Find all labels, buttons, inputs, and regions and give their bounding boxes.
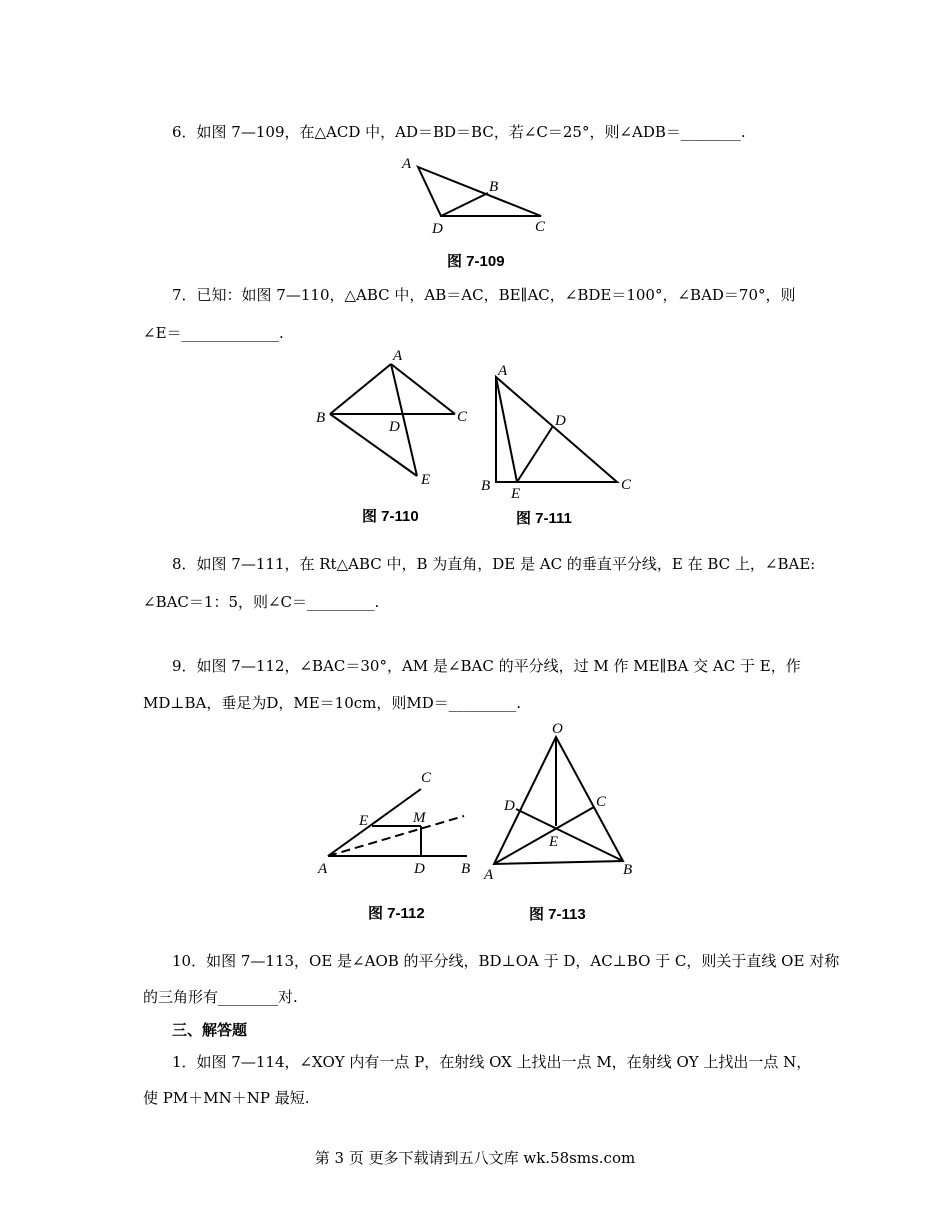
fig111-label-d: D: [555, 413, 566, 429]
fig109-label-c: C: [535, 219, 546, 235]
fig112-label-e: E: [359, 813, 369, 829]
page-footer: 第 3 页 更多下载请到五八文库 wk.58sms.com: [314, 1149, 636, 1167]
question-10-line2: 的三角形有________对.: [143, 988, 298, 1006]
fig112-caption: 图 7-112: [368, 905, 425, 922]
fig109-label-d: D: [432, 221, 443, 237]
fig112-label-m: M: [413, 810, 426, 826]
solve-question-1-line1: 1．如图 7—114，∠XOY 内有一点 P，在射线 OX 上找出一点 M，在射线 OY 上找出一点 N，: [172, 1053, 812, 1071]
question-9-line2: MD⊥BA，垂足为D，ME＝10cm，则MD＝_________.: [143, 694, 522, 712]
fig109-caption: 图 7-109: [447, 253, 505, 270]
fig113-label-b: B: [623, 862, 633, 878]
fig110-label-c: C: [457, 409, 468, 425]
fig109-label-a: A: [402, 156, 412, 172]
question-7-line2: ∠E＝_____________.: [143, 324, 284, 342]
fig110-caption: 图 7-110: [362, 508, 419, 525]
section-title: 三、解答题: [172, 1021, 248, 1039]
fig109-label-b: B: [489, 179, 499, 195]
fig111-caption: 图 7-111: [516, 510, 572, 527]
fig112-label-a: A: [318, 861, 328, 877]
fig113-label-e: E: [549, 834, 559, 850]
question-8-line2: ∠BAC＝1：5，则∠C＝_________.: [143, 593, 380, 611]
fig112-label-b: B: [461, 861, 471, 877]
fig110-label-b: B: [316, 410, 326, 426]
question-9-line1: 9．如图 7—112，∠BAC＝30°，AM 是∠BAC 的平分线，过 M 作 ME∥BA 交 AC 于 E，作: [172, 657, 801, 675]
question-10-line1: 10．如图 7—113，OE 是∠AOB 的平分线，BD⊥OA 于 D，AC⊥BO 于 C，则关于直线 OE 对称: [172, 952, 840, 970]
question-7-line1: 7．已知：如图 7—110，△ABC 中，AB＝AC，BE∥AC，∠BDE＝100°，∠BAD＝70°，则: [172, 286, 796, 304]
fig112-label-c: C: [421, 770, 432, 786]
fig113-label-d: D: [504, 798, 515, 814]
fig111-label-c: C: [621, 477, 632, 493]
question-8-line1: 8．如图 7—111，在 Rt△ABC 中，B 为直角，DE 是 AC 的垂直平分线，E 在 BC 上，∠BAE:: [172, 555, 816, 573]
fig110-label-e: E: [421, 472, 431, 488]
solve-question-1-line2: 使 PM＋MN＋NP 最短.: [143, 1089, 310, 1107]
fig111-label-a: A: [498, 363, 508, 379]
fig113-label-a: A: [484, 867, 494, 883]
fig111-label-b: B: [481, 478, 491, 494]
fig110-label-d: D: [389, 419, 400, 435]
question-6: 6．如图 7—109，在△ACD 中，AD＝BD＝BC，若∠C＝25°，则∠ADB＝________.: [172, 123, 746, 141]
fig111-label-e: E: [511, 486, 521, 502]
fig110-label-a: A: [393, 348, 403, 364]
fig113-label-c: C: [596, 794, 607, 810]
fig113-caption: 图 7-113: [529, 906, 586, 923]
fig113-label-o: O: [552, 721, 563, 737]
fig112-label-d: D: [414, 861, 425, 877]
